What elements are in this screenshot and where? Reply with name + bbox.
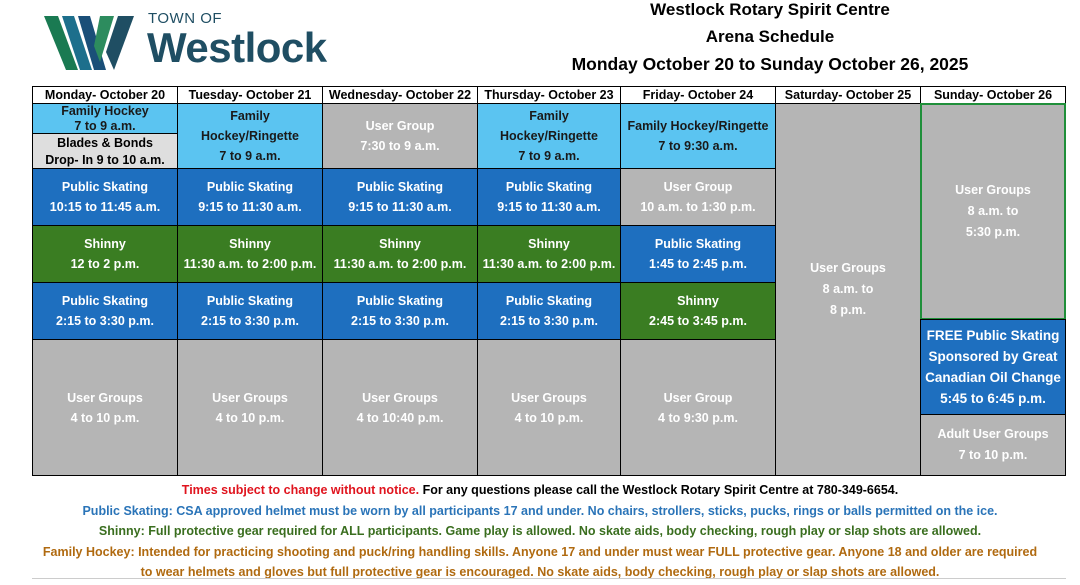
thu-public-skating-1: Public Skating 9:15 to 11:30 a.m. (477, 168, 621, 226)
fri-shinny: Shinny 2:45 to 3:45 p.m. (620, 282, 776, 340)
wed-user-groups: User Groups 4 to 10:40 p.m. (322, 339, 478, 476)
day-header-saturday: Saturday- October 25 (775, 86, 921, 104)
thu-user-groups: User Groups 4 to 10 p.m. (477, 339, 621, 476)
tue-public-skating-1: Public Skating 9:15 to 11:30 a.m. (177, 168, 323, 226)
logo-name: Westlock (147, 24, 327, 71)
date-range: Monday October 20 to Sunday October 26, 2025 (571, 54, 969, 74)
fri-user-group-am: User Group 10 a.m. to 1:30 p.m. (620, 168, 776, 226)
fri-public-skating: Public Skating 1:45 to 2:45 p.m. (620, 225, 776, 283)
thu-family-hockey: Family Hockey/Ringette 7 to 9 a.m. (477, 103, 621, 169)
schedule-grid (32, 86, 1066, 476)
note-public-skating: Public Skating: CSA approved helmet must be worn by all participants 17 and under. No chairs, strollers, sticks, pucks, rings or balls permitted on the ice. (82, 503, 998, 518)
note-family-hockey-1: Family Hockey: Intended for practicing shooting and puck/ring handling skills. Anyone 17 and under must wear FULL protective gear. Anyone 18 and older are required (42, 544, 1038, 559)
day-header-monday: Monday- October 20 (32, 86, 178, 104)
mon-shinny: Shinny 12 to 2 p.m. (32, 225, 178, 283)
thu-shinny: Shinny 11:30 a.m. to 2:00 p.m. (477, 225, 621, 283)
fri-family-hockey: Family Hockey/Ringette 7 to 9:30 a.m. (620, 103, 776, 169)
thu-public-skating-2: Public Skating 2:15 to 3:30 p.m. (477, 282, 621, 340)
day-header-wednesday: Wednesday- October 22 (322, 86, 478, 104)
sun-user-groups: User Groups 8 a.m. to 5:30 p.m. (920, 103, 1066, 320)
wed-user-group-am: User Group 7:30 to 9 a.m. (322, 103, 478, 169)
note-shinny: Shinny: Full protective gear required for ALL participants. Game play is allowed. No skate aids, body checking, rough play or slap shots are allowed. (98, 524, 982, 538)
mon-blades-bonds: Blades & Bonds Drop- In 9 to 10 a.m. (32, 133, 178, 169)
day-header-thursday: Thursday- October 23 (477, 86, 621, 104)
tue-shinny: Shinny 11:30 a.m. to 2:00 p.m. (177, 225, 323, 283)
day-header-tuesday: Tuesday- October 21 (177, 86, 323, 104)
bottom-rule (32, 578, 1066, 579)
mon-public-skating-1: Public Skating 10:15 to 11:45 a.m. (32, 168, 178, 226)
mon-family-hockey: Family Hockey 7 to 9 a.m. (32, 103, 178, 134)
mon-public-skating-2: Public Skating 2:15 to 3:30 p.m. (32, 282, 178, 340)
wed-public-skating-1: Public Skating 9:15 to 11:30 a.m. (322, 168, 478, 226)
town-logo (44, 10, 344, 74)
tue-family-hockey: Family Hockey/Ringette 7 to 9 a.m. (177, 103, 323, 169)
logo-town-of: TOWN OF (148, 10, 223, 27)
wed-public-skating-2: Public Skating 2:15 to 3:30 p.m. (322, 282, 478, 340)
page-title: Westlock Rotary Spirit Centre (650, 0, 890, 19)
note-change: Times subject to change without notice. For any questions please call the Westlock Rotary Spirit Centre at 780-349-6654. (181, 483, 899, 497)
mon-user-groups: User Groups 4 to 10 p.m. (32, 339, 178, 476)
day-header-friday: Friday- October 24 (620, 86, 776, 104)
sun-adult-user-groups: Adult User Groups 7 to 10 p.m. (920, 414, 1066, 476)
tue-user-groups: User Groups 4 to 10 p.m. (177, 339, 323, 476)
fri-user-group: User Group 4 to 9:30 p.m. (620, 339, 776, 476)
note-family-hockey-2: to wear helmets and gloves but full protective gear is encouraged. No skate aids, body checking, rough play or slap shots are allowed. (140, 565, 940, 579)
sat-user-groups: User Groups 8 a.m. to 8 p.m. (775, 103, 921, 476)
schedule-notes (0, 480, 1080, 583)
day-header-sunday: Sunday- October 26 (920, 86, 1066, 104)
sun-free-public-skating: FREE Public Skating Sponsored by Great Canadian Oil Change 5:45 to 6:45 p.m. (920, 319, 1066, 415)
tue-public-skating-2: Public Skating 2:15 to 3:30 p.m. (177, 282, 323, 340)
westlock-w-logo-icon (44, 12, 144, 74)
page-subtitle: Arena Schedule (705, 27, 835, 46)
wed-shinny: Shinny 11:30 a.m. to 2:00 p.m. (322, 225, 478, 283)
